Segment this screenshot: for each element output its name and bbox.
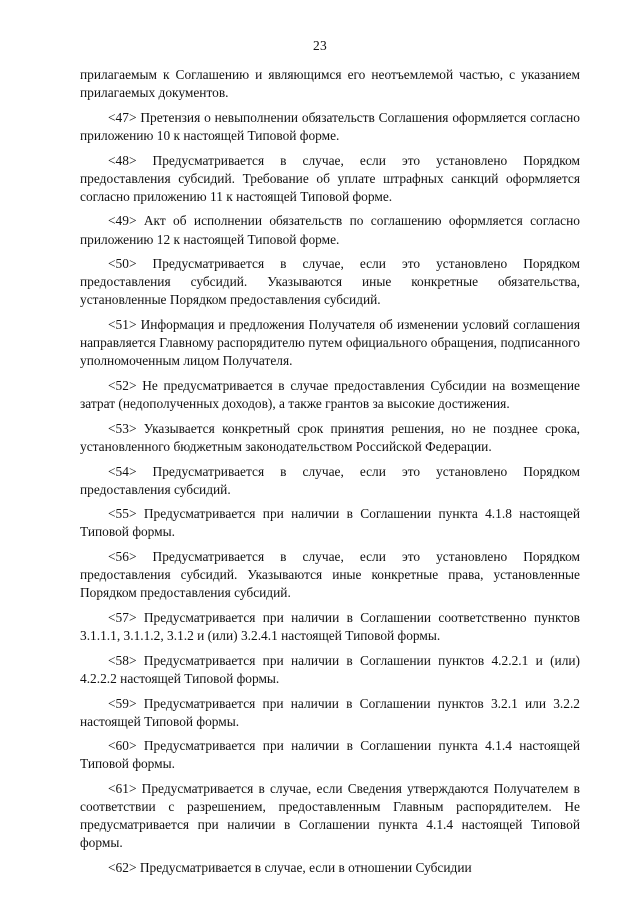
footnote-59: <59> Предусматривается при наличии в Соглашении пунктов 3.2.1 или 3.2.2 настоящей Типовой формы. (80, 695, 580, 729)
footnote-62: <62> Предусматривается в случае, если в отношении Субсидии (108, 860, 472, 876)
footnote-50: <50> Предусматривается в случае, если это установлено Порядком предоставления субсидий. Указываются иные конкретные обязательства, установленные Порядком предоставления субсидий. (80, 256, 580, 308)
footnote-60: <60> Предусматривается при наличии в Соглашении пункта 4.1.4 настоящей Типовой формы. (80, 738, 580, 772)
footnote-49: <49> Акт об исполнении обязательств по соглашению оформляется согласно приложению 12 к настоящей Типовой форме. (80, 213, 580, 247)
footnote-48: <48> Предусматривается в случае, если это установлено Порядком предоставления субсидий. Требование об уплате штрафных санкций оформляется согласно приложению 11 к настоящей Типовой форме. (80, 152, 580, 204)
footnote-52: <52> Не предусматривается в случае предоставления Субсидии на возмещение затрат (недополученных доходов), а также грантов за высокие достижения. (80, 377, 580, 412)
footnote-58: <58> Предусматривается при наличии в Соглашении пунктов 4.2.2.1 и (или) 4.2.2.2 настоящей Типовой формы. (80, 652, 580, 686)
footnote-47: <47> Претензия о невыполнении обязательств Соглашения оформляется согласно приложению 10 к настоящей Типовой форме. (80, 109, 580, 143)
footnote-55: <55> Предусматривается при наличии в Соглашении пункта 4.1.8 настоящей Типовой формы. (80, 506, 580, 540)
footnotes-body (80, 66, 580, 884)
footnote-61: <61> Предусматривается в случае, если Сведения утверждаются Получателем в соответствии с разрешением, предоставленным Главным распорядителем. Не предусматривается при наличии в Соглашении пункта 4.1.4 настоящей Типовой формы. (80, 781, 580, 851)
footnote-54: <54> Предусматривается в случае, если это установлено Порядком предоставления субсидий. (80, 463, 580, 497)
footnote-56: <56> Предусматривается в случае, если это установлено Порядком предоставления субсидий. Указываются иные конкретные права, установленные Порядком предоставления субсидий. (80, 549, 580, 601)
footnote-53: <53> Указывается конкретный срок принятия решения, но не позднее срока, установленного бюджетным законодательством Российской Федерации. (80, 420, 580, 454)
footnote-51: <51> Информация и предложения Получателя об изменении условий соглашения направляется Главному распорядителю путем официального обращения, подписанного уполномоченным лицом Получателя. (80, 317, 580, 369)
footnote-continuation: прилагаемым к Соглашению и являющимся его неотъемлемой частью, с указанием прилагаемых документов. (80, 67, 580, 101)
footnote-57: <57> Предусматривается при наличии в Соглашении соответственно пунктов 3.1.1.1, 3.1.1.2, 3.1.2 и (или) 3.2.4.1 настоящей Типовой формы. (80, 609, 580, 644)
page-number: 23 (312, 38, 328, 53)
